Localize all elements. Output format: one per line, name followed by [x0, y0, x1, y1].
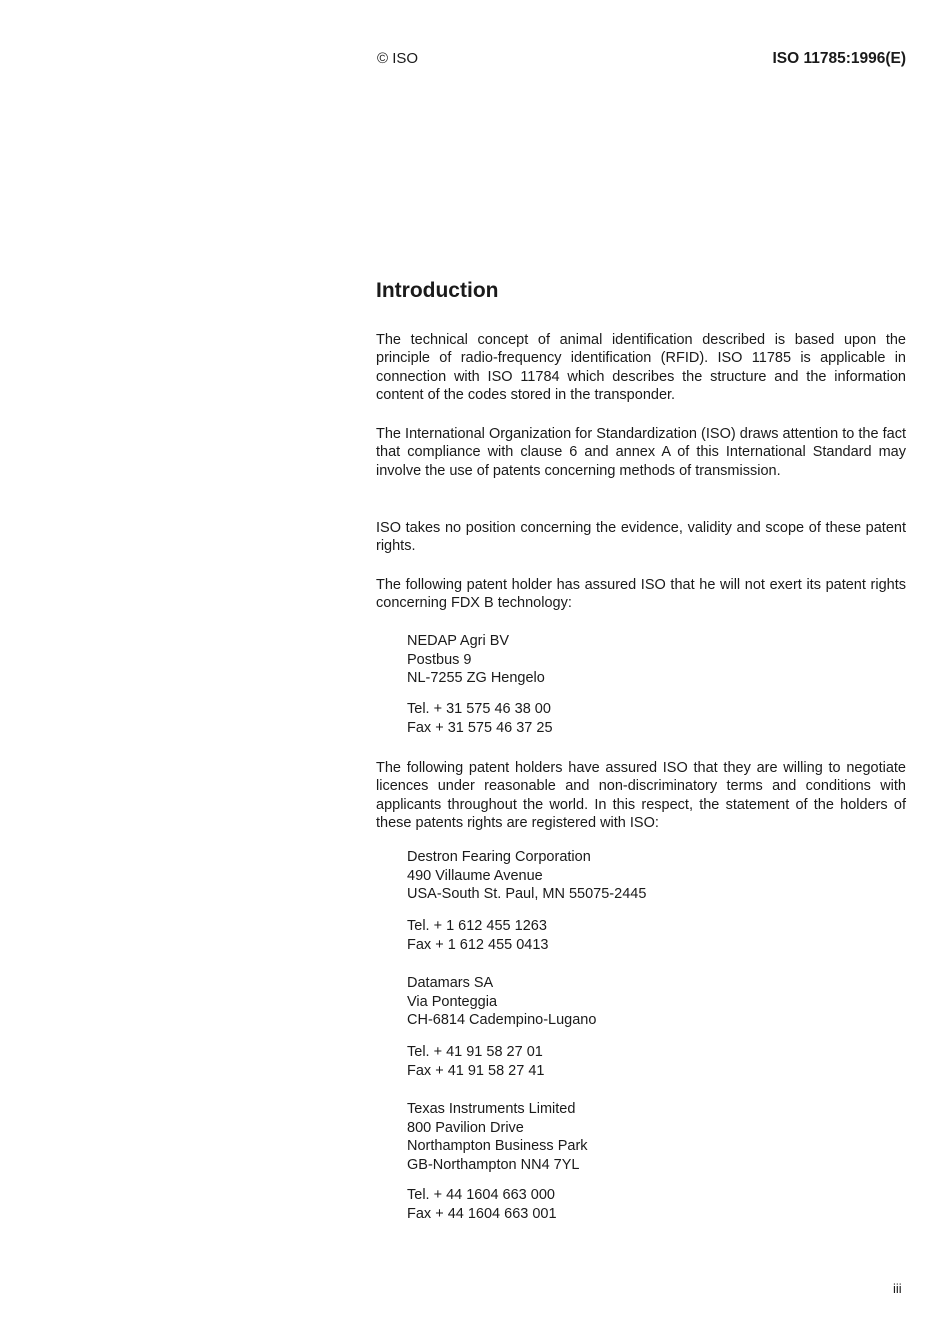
paragraph-licence-holders: The following patent holders have assured ISO that they are willing to negotiate licences under reasonable and non-discriminatory terms and conditions with applicants throughout the world. In this respect, the statement of the holders of these patents rights are registered with ISO: — [376, 760, 906, 832]
tel-line: Tel. + 1 612 455 1263 — [407, 918, 547, 934]
address-line: Via Ponteggia — [407, 993, 498, 1010]
address-line: USA-South St. Paul, MN 55075-2445 — [407, 886, 647, 903]
tel-line: Tel. + 31 575 46 38 00 — [407, 701, 551, 717]
tel-line: Tel. + 41 91 58 27 01 — [407, 1044, 543, 1060]
paragraph-rfid: The technical concept of animal identification described is based upon the principle of radio-frequency identification (RFID). ISO 11785 is applicable in connection with ISO 11784 which describes the structure and the information content of the codes stored in the transponder. — [376, 332, 906, 404]
paragraph-no-position: ISO takes no position concerning the evidence, validity and scope of these patent rights. — [376, 520, 906, 555]
address-line: 800 Pavilion Drive — [407, 1119, 524, 1136]
address-line: Texas Instruments Limited — [407, 1101, 576, 1117]
fax-line: Fax + 44 1604 663 001 — [407, 1205, 557, 1222]
header-standard-number: ISO 11785:1996(E) — [772, 50, 906, 67]
paragraph-patents-attention: The International Organization for Standardization (ISO) draws attention to the fact that compliance with clause 6 and annex A of this International Standard may involve the use of patents concerning methods of transmission. — [376, 426, 906, 479]
holder-address-destron — [407, 848, 646, 904]
fax-line: Fax + 41 91 58 27 41 — [407, 1062, 545, 1079]
holder-contact-texas-instruments — [407, 1186, 557, 1223]
paragraph-fdxb-holder: The following patent holder has assured ISO that he will not exert its patent rights concerning FDX B technology: — [376, 577, 906, 612]
page-title: Introduction — [376, 279, 499, 302]
address-line: Northampton Business Park — [407, 1138, 588, 1155]
page-number: iii — [893, 1281, 902, 1296]
holder-address-texas-instruments — [407, 1100, 588, 1174]
holder-address-nedap — [407, 632, 545, 688]
holder-contact-nedap — [407, 700, 553, 737]
holder-contact-destron — [407, 917, 549, 954]
address-line: NEDAP Agri BV — [407, 633, 510, 649]
tel-line: Tel. + 44 1604 663 000 — [407, 1187, 555, 1203]
holder-address-datamars — [407, 974, 596, 1030]
address-line: Destron Fearing Corporation — [407, 849, 591, 865]
address-line: GB-Northampton NN4 7YL — [407, 1156, 580, 1173]
address-line: 490 Villaume Avenue — [407, 867, 543, 884]
fax-line: Fax + 31 575 46 37 25 — [407, 719, 553, 736]
address-line: CH-6814 Cadempino-Lugano — [407, 1012, 597, 1029]
address-line: Postbus 9 — [407, 651, 472, 668]
address-line: Datamars SA — [407, 975, 494, 991]
fax-line: Fax + 1 612 455 0413 — [407, 936, 549, 953]
header-copyright: © ISO — [377, 50, 419, 67]
address-line: NL-7255 ZG Hengelo — [407, 670, 545, 687]
holder-contact-datamars — [407, 1043, 544, 1080]
